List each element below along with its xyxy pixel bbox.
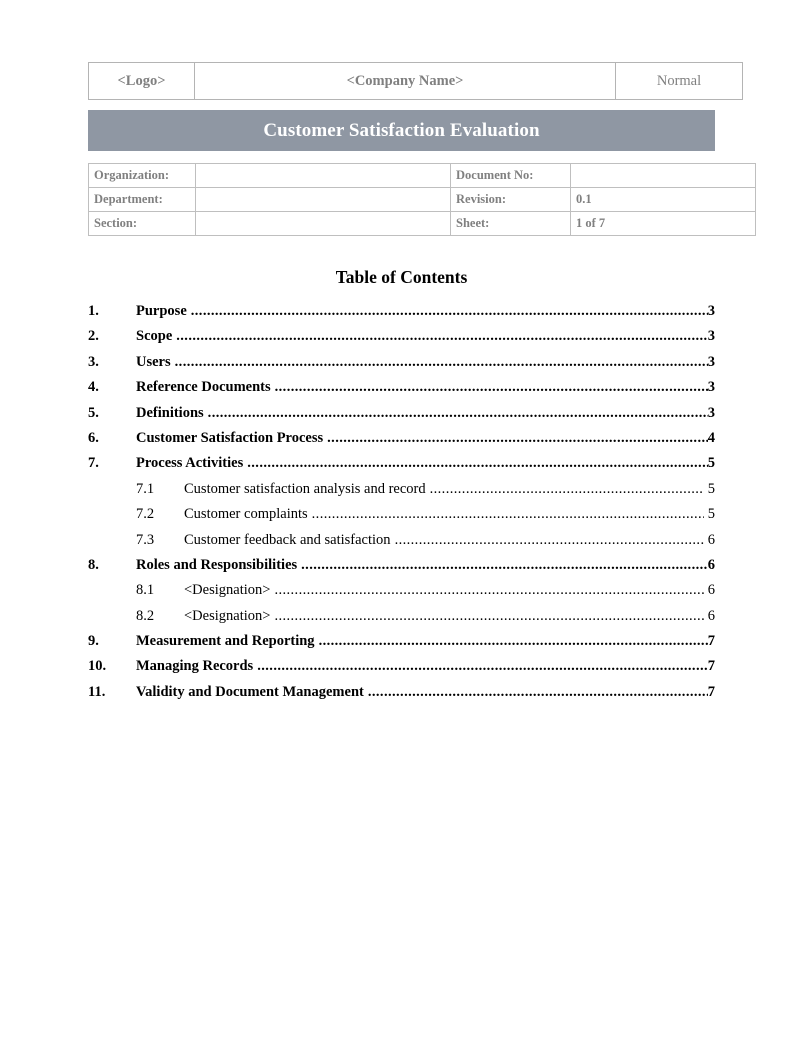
toc-entry[interactable] xyxy=(88,633,715,658)
toc-page-number: 6 xyxy=(707,582,715,599)
toc-entry-number: 7.1 xyxy=(136,480,155,497)
toc-page-number: 7 xyxy=(707,633,715,650)
toc-entry-number: 11. xyxy=(88,683,106,700)
toc-entry[interactable] xyxy=(88,303,715,328)
toc-page-number: 3 xyxy=(707,353,715,370)
toc-entry-number: 8. xyxy=(88,556,99,573)
info-value-field-right xyxy=(571,164,756,188)
table-of-contents-heading: Table of Contents xyxy=(335,267,468,287)
info-value-field xyxy=(196,212,451,236)
toc-page-number: 7 xyxy=(707,683,715,700)
toc-entry-number: 7.2 xyxy=(136,506,155,523)
toc-page-number: 5 xyxy=(707,480,715,497)
page-title: Customer Satisfaction Evaluation xyxy=(263,119,540,141)
toc-leader-dots xyxy=(368,685,708,700)
toc-leader-dots xyxy=(327,431,708,446)
toc-entry-label: Customer feedback and satisfaction xyxy=(184,531,391,548)
toc-entry-label: Process Activities xyxy=(136,455,244,472)
info-label-cell: Section: xyxy=(89,212,196,236)
toc-entry[interactable] xyxy=(88,557,715,582)
toc-entry-label: Roles and Responsibilities xyxy=(136,556,298,573)
toc-entry-label: Purpose xyxy=(136,303,187,319)
toc-leader-dots xyxy=(312,507,704,522)
toc-entry-label: Scope xyxy=(136,328,173,345)
document-info-table xyxy=(88,163,756,236)
toc-entry-number: 1. xyxy=(88,303,99,319)
info-label-cell-right: Revision: xyxy=(451,188,571,212)
info-label-cell-right: Sheet: xyxy=(451,212,571,236)
toc-entry-number: 8.2 xyxy=(136,607,155,624)
toc-entry-number: 2. xyxy=(88,328,99,345)
toc-entry[interactable] xyxy=(88,328,715,353)
toc-leader-dots xyxy=(430,482,704,497)
logo-placeholder-cell: <Logo> xyxy=(89,63,195,100)
info-value-field-right: 1 of 7 xyxy=(571,212,756,236)
toc-leader-dots xyxy=(247,456,708,471)
table-row xyxy=(89,212,756,236)
toc-entry[interactable] xyxy=(88,608,715,633)
toc-leader-dots xyxy=(395,533,704,548)
toc-entry[interactable] xyxy=(88,658,715,683)
toc-entry-label: Validity and Document Management xyxy=(136,683,364,700)
toc-entry[interactable] xyxy=(88,481,715,506)
table-row xyxy=(89,188,756,212)
toc-page-number: 3 xyxy=(707,379,715,396)
document-status-cell: Normal xyxy=(616,63,743,100)
toc-entry-label: <Designation> xyxy=(184,582,271,599)
toc-page-number: 3 xyxy=(707,328,715,345)
toc-leader-dots xyxy=(175,355,708,370)
toc-entry-label: Definitions xyxy=(136,404,204,421)
table-row xyxy=(89,164,756,188)
document-header-table xyxy=(88,62,743,100)
toc-page-number: 4 xyxy=(707,429,715,446)
toc-entry-number: 9. xyxy=(88,633,99,650)
toc-leader-dots xyxy=(257,659,708,674)
toc-entry[interactable] xyxy=(88,379,715,404)
toc-leader-dots xyxy=(176,329,708,344)
toc-entry[interactable] xyxy=(88,684,715,709)
toc-entry-number: 4. xyxy=(88,379,99,396)
table-row xyxy=(89,63,743,100)
table-of-contents-list xyxy=(88,303,715,709)
toc-entry-number: 8.1 xyxy=(136,582,155,599)
toc-entry-number: 7.3 xyxy=(136,531,155,548)
toc-page-number: 5 xyxy=(707,506,715,523)
info-value-field xyxy=(196,164,451,188)
toc-entry[interactable] xyxy=(88,532,715,557)
toc-leader-dots xyxy=(301,558,708,573)
toc-entry[interactable] xyxy=(88,455,715,480)
toc-leader-dots xyxy=(191,304,708,319)
toc-entry-label: Users xyxy=(136,353,171,370)
toc-entry[interactable] xyxy=(88,506,715,531)
toc-leader-dots xyxy=(208,406,708,421)
toc-entry-label: Customer satisfaction analysis and record xyxy=(184,480,426,497)
toc-page-number: 6 xyxy=(707,531,715,548)
toc-entry[interactable] xyxy=(88,430,715,455)
toc-entry-number: 7. xyxy=(88,455,99,472)
toc-entry-label: Customer complaints xyxy=(184,506,308,523)
toc-entry-label: Customer Satisfaction Process xyxy=(136,429,324,446)
toc-entry-number: 6. xyxy=(88,429,99,446)
toc-leader-dots xyxy=(275,380,708,395)
toc-entry-number: 3. xyxy=(88,353,99,370)
company-name-cell: <Company Name> xyxy=(195,63,616,100)
toc-page-number: 6 xyxy=(707,556,715,573)
info-value-field-right: 0.1 xyxy=(571,188,756,212)
toc-entry-number: 5. xyxy=(88,404,99,421)
info-label-cell-right: Document No: xyxy=(451,164,571,188)
toc-page-number: 5 xyxy=(707,455,715,472)
toc-entry-label: Reference Documents xyxy=(136,379,271,396)
info-value-field xyxy=(196,188,451,212)
info-label-cell: Department: xyxy=(89,188,196,212)
document-title-banner xyxy=(88,110,715,151)
toc-entry[interactable] xyxy=(88,405,715,430)
toc-page-number: 3 xyxy=(707,303,715,319)
toc-entry[interactable] xyxy=(88,582,715,607)
toc-leader-dots xyxy=(274,609,703,624)
toc-entry-label: Measurement and Reporting xyxy=(136,633,315,650)
toc-page-number: 3 xyxy=(707,404,715,421)
toc-page-number: 7 xyxy=(707,658,715,675)
toc-entry-number: 10. xyxy=(88,658,107,675)
info-label-cell: Organization: xyxy=(89,164,196,188)
toc-page-number: 6 xyxy=(707,607,715,624)
toc-entry-label: Managing Records xyxy=(136,658,254,675)
toc-entry-label: <Designation> xyxy=(184,607,271,624)
toc-leader-dots xyxy=(274,583,703,598)
toc-leader-dots xyxy=(319,634,708,649)
toc-entry[interactable] xyxy=(88,354,715,379)
